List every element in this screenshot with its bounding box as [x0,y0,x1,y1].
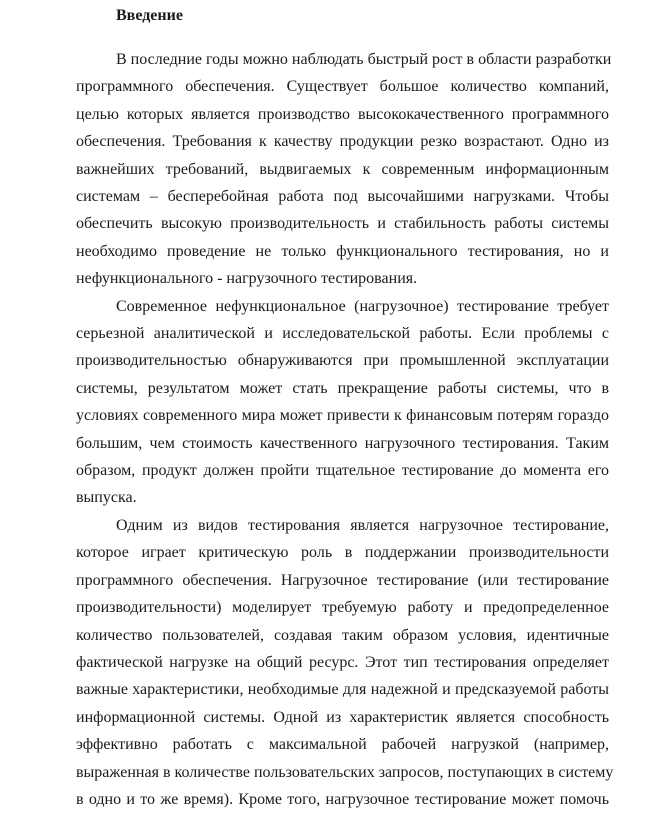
text-line: количество пользователей, создавая таким образом условия, идентичные [76,626,609,644]
text-line: В последние годы можно наблюдать быстрый рост в области разработки [116,51,612,68]
text-line: необходимо проведение не только функционального тестирования, но и [76,242,609,260]
text-line: которое играет критическую роль в поддержании производительности [76,544,609,562]
text-line: большим, чем стоимость качественного нагрузочного тестирования. Таким [76,434,609,452]
text-line: условиях современного мира может привести к финансовым потерям гораздо [76,407,609,425]
text-line: производительности) моделирует требуемую работу и предопределенное [76,599,609,617]
paragraph-1 [76,46,612,293]
text-line: системам – бесперебойная работа под высочайшими нагрузками. Чтобы [76,187,609,205]
text-line: в одно и то же время). Кроме того, нагрузочное тестирование может помочь [76,790,609,808]
text-line: нефункционального - нагрузочного тестирования. [76,270,418,288]
text-line: производительностью обнаруживаются при промышленной эксплуатации [76,352,609,370]
text-line: целью которых является производство высококачественного программного [76,105,609,123]
text-line: серьезной аналитической и исследовательской работы. Если проблемы с [76,324,609,342]
text-line: системы, результатом может стать прекращение работы системы, что в [76,379,609,397]
text-line: важные характеристики, необходимые для надежной и предсказуемой работы [76,681,609,699]
text-line: эффективно работать с максимальной рабочей нагрузкой (например, [76,736,609,754]
text-line: фактической нагрузке на общий ресурс. Этот тип тестирования определяет [76,653,609,671]
text-line: информационной системы. Одной из характеристик является способность [76,708,609,726]
text-line: программного обеспечения. Нагрузочное тестирование (или тестирование [76,571,609,589]
text-line: обеспечения. Требования к качеству продукции резко возрастают. Одно из [76,133,609,151]
text-line: образом, продукт должен пройти тщательное тестирование до момента его [76,461,609,479]
text-line: обеспечить высокую производительность и стабильность работы системы [76,215,609,233]
paragraph-2 [76,293,609,512]
text-line: выраженная в количестве пользовательских запросов, поступающих в систему [76,763,614,781]
text-line: важнейших требований, выдвигаемых к современным информационным [76,160,609,178]
page-title: Введение [116,7,183,24]
text-line: Одним из видов тестирования является нагрузочное тестирование, [116,517,609,534]
text-line: Современное нефункциональное (нагрузочное) тестирование требует [116,297,609,315]
text-line: программного обеспечения. Существует большое количество компаний, [76,78,609,96]
paragraph-3 [76,512,614,813]
text-line: выпуска. [76,489,137,507]
